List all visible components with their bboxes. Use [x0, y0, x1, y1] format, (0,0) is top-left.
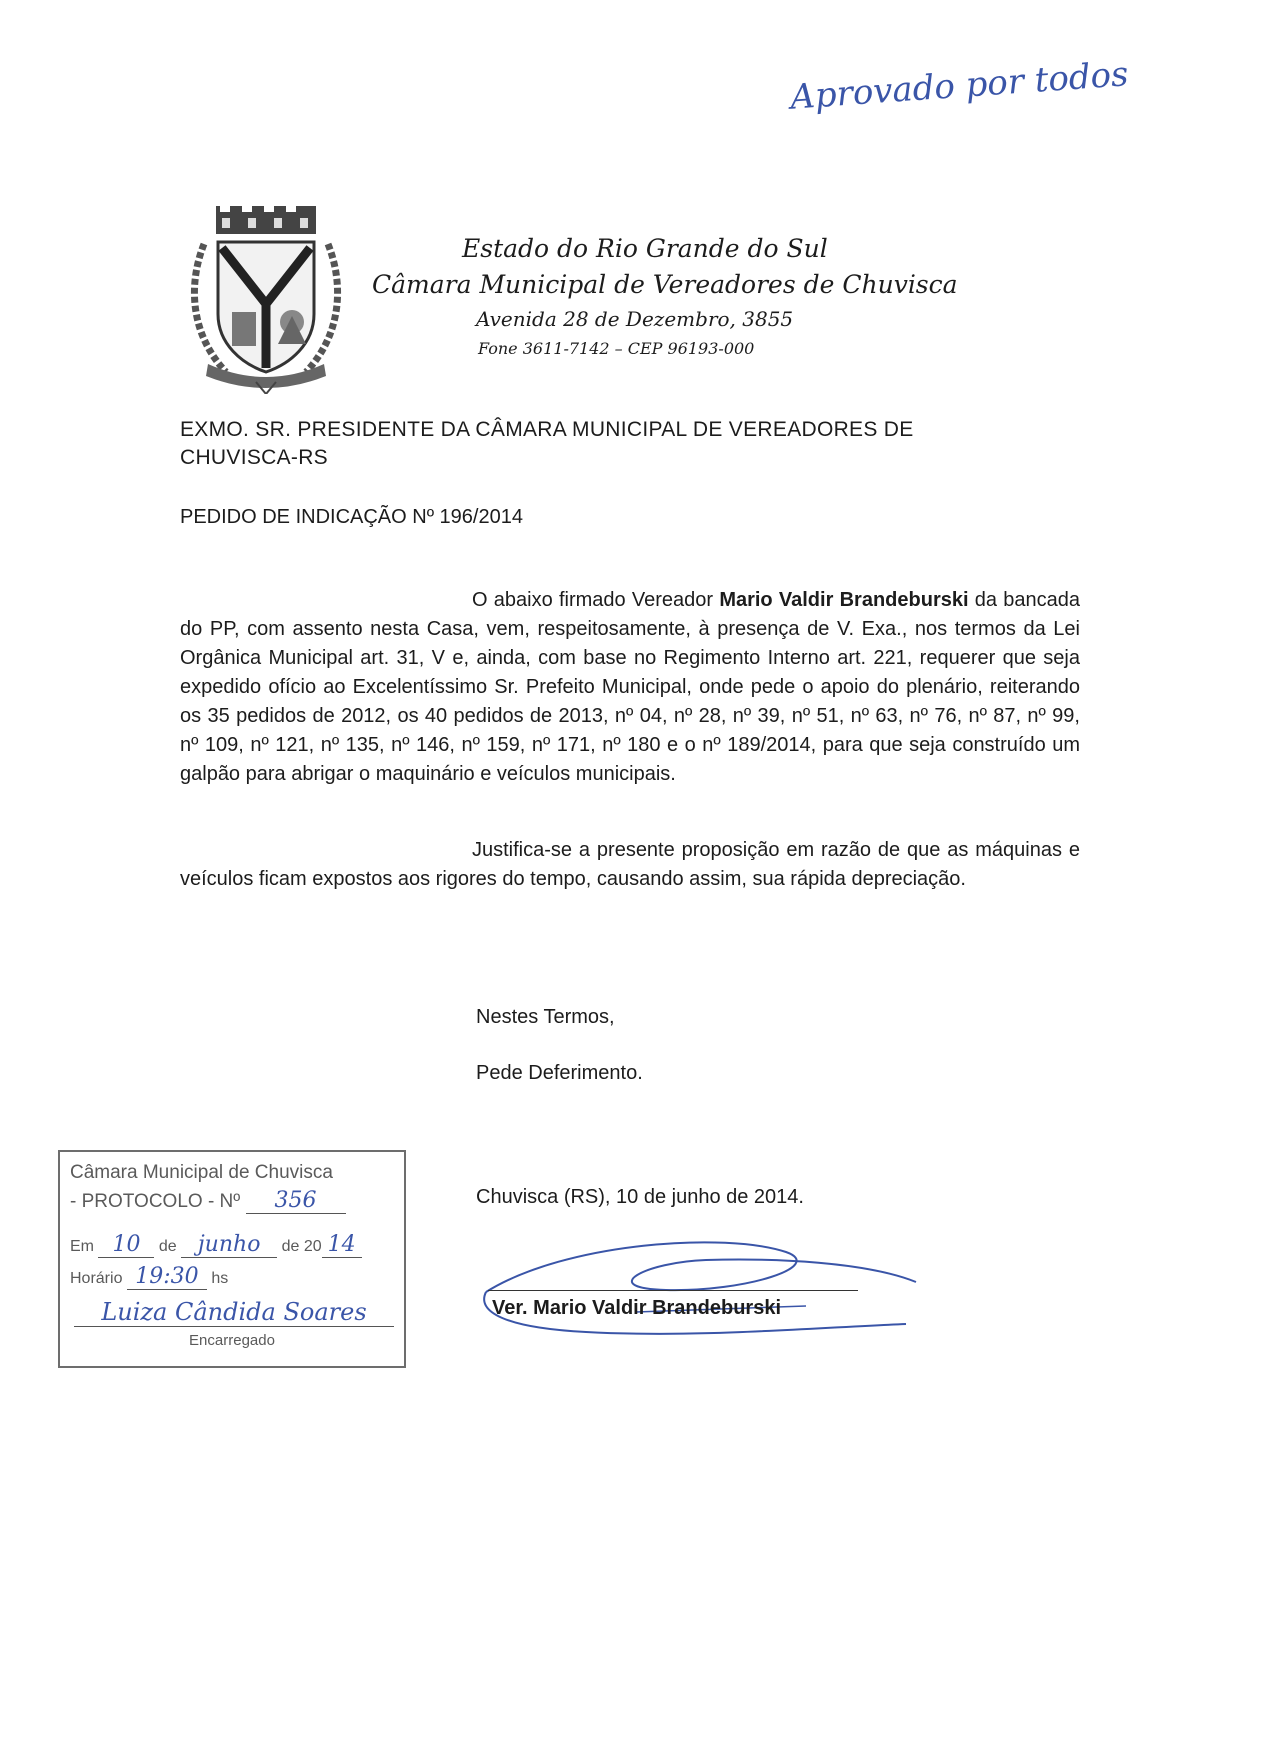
stamp-year-prefix: de 20 [281, 1238, 322, 1255]
stamp-day: 10 [98, 1232, 154, 1258]
stamp-month: junho [181, 1232, 277, 1258]
request-number: PEDIDO DE INDICAÇÃO Nº 196/2014 [180, 506, 523, 528]
protocol-stamp [58, 1150, 406, 1368]
stamp-time-row [70, 1264, 228, 1290]
handwritten-signature-icon [446, 1232, 946, 1342]
handwritten-approval-note: Aprovado por todos [789, 54, 1130, 118]
stamp-date-row [70, 1232, 362, 1258]
letterhead-address: Avenida 28 de Dezembro, 3855 [476, 307, 794, 331]
stamp-footer: Encarregado [189, 1332, 275, 1349]
body-paragraph-1 [180, 586, 1080, 789]
paragraph-text: da bancada do PP, com assento nesta Casa, vem, respeitosamente, à presença de V. Exa., nos termos da Lei Orgânica Municipal art. 31, V e, ainda, com base no Regimento Interno art. 221, requerer que seja expedido ofício ao Excelentíssimo Sr. Prefeito Municipal, onde pede o apoio do plenário, reiterando os 35 pedidos de 2012, os 40 pedidos de 2013, nº 04, nº 28, nº 39, nº 51, nº 63, nº 76, nº 87, nº 99, nº 109, nº 121, nº 135, nº 146, nº 159, nº 171, nº 180 e o nº 189/2014, para que seja construído um galpão para abrigar o maquinário e veículos municipais. [180, 589, 1080, 785]
stamp-de-label: de [158, 1238, 177, 1255]
stamp-hs-label: hs [211, 1270, 229, 1287]
signature-line [488, 1290, 858, 1291]
addressee [180, 416, 1080, 472]
letterhead-chamber: Câmara Municipal de Vereadores de Chuvisca [372, 270, 958, 299]
stamp-signature: Luiza Cândida Soares [74, 1298, 394, 1327]
stamp-horario-label: Horário [70, 1270, 123, 1287]
municipal-crest-icon [186, 204, 346, 394]
stamp-em-label: Em [70, 1238, 94, 1255]
closing-line-1: Nestes Termos, [476, 1006, 615, 1028]
addressee-line-2: CHUVISCA-RS [180, 446, 328, 469]
stamp-time: 19:30 [127, 1264, 207, 1290]
date-place: Chuvisca (RS), 10 de junho de 2014. [476, 1186, 804, 1208]
paragraph-intro: O abaixo firmado Vereador [472, 589, 720, 611]
councilor-name: Mario Valdir Brandeburski [719, 589, 969, 611]
closing-line-2: Pede Deferimento. [476, 1062, 643, 1084]
stamp-chamber-name: Câmara Municipal de Chuvisca [70, 1162, 333, 1183]
stamp-protocol-number: 356 [246, 1188, 346, 1214]
letterhead-phone: Fone 3611-7142 – CEP 96193-000 [478, 339, 755, 358]
signature-name: Ver. Mario Valdir Brandeburski [492, 1297, 782, 1319]
stamp-protocol-label: - PROTOCOLO - Nº [70, 1191, 241, 1212]
body-paragraph-2: Justifica-se a presente proposição em razão de que as máquinas e veículos ficam expostos aos rigores do tempo, causando assim, sua rápida depreciação. [180, 839, 1080, 890]
stamp-protocol-row [70, 1188, 346, 1214]
letterhead-state: Estado do Rio Grande do Sul [462, 234, 828, 263]
addressee-line-1: EXMO. SR. PRESIDENTE DA CÂMARA MUNICIPAL DE VEREADORES DE [180, 418, 914, 441]
stamp-year: 14 [322, 1232, 362, 1258]
